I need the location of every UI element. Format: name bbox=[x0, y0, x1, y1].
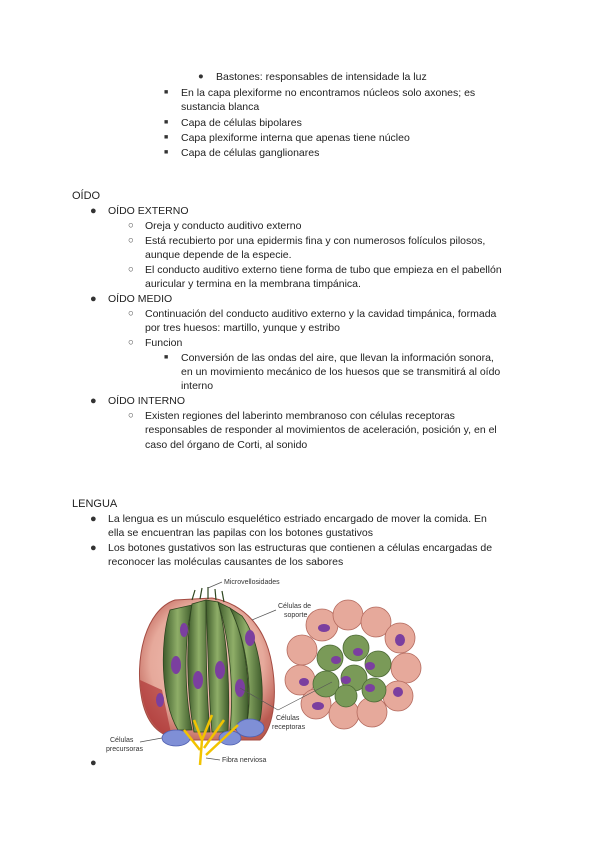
cell-nucleus bbox=[215, 661, 225, 679]
precursor-cell bbox=[236, 719, 264, 737]
bullet-circle-open: ○ bbox=[128, 235, 134, 246]
oido-interno-title: OÍDO INTERNO bbox=[108, 395, 186, 407]
cell-nucleus bbox=[318, 624, 330, 632]
cell-nucleus bbox=[365, 684, 375, 692]
oido-externo-line: auricular y termina en la membrana timpánica. bbox=[145, 278, 361, 290]
bullet-circle: ● bbox=[198, 71, 204, 82]
section-heading-oido: OÍDO bbox=[72, 190, 101, 202]
label-celulas-receptoras: receptoras bbox=[272, 724, 306, 731]
lengua-line: La lengua es un músculo esquelético estriado encargado de mover la comida. En bbox=[108, 513, 487, 525]
oido-externo-title: OÍDO EXTERNO bbox=[108, 205, 189, 217]
retina-layer-text: Capa de células ganglionares bbox=[181, 147, 320, 159]
taste-bud-cross-section bbox=[285, 600, 421, 729]
label-microvellosidades: Microvellosidades bbox=[224, 579, 280, 586]
section-heading-lengua: LENGUA bbox=[72, 498, 118, 510]
lengua-line: ella se encuentran las papilas con los botones gustativos bbox=[108, 527, 374, 539]
bullet-circle-open: ○ bbox=[128, 410, 134, 421]
bullet-circle-open: ○ bbox=[128, 220, 134, 231]
cell-nucleus bbox=[395, 634, 405, 646]
cell-nucleus bbox=[393, 687, 403, 697]
cell-nucleus bbox=[312, 702, 324, 710]
bullet-disc: ● bbox=[90, 293, 97, 305]
oido-medio-line: interno bbox=[181, 380, 214, 392]
oido-medio-line: Funcion bbox=[145, 337, 183, 349]
cell-nucleus bbox=[365, 662, 375, 670]
bullet-square: ■ bbox=[164, 89, 169, 96]
bullet-disc: ● bbox=[90, 542, 97, 554]
oido-externo-line: Oreja y conducto auditivo externo bbox=[145, 220, 302, 232]
oido-interno-line: Existen regiones del laberinto membranoso con células receptoras bbox=[145, 410, 455, 422]
oido-medio-line: por tres huesos: martillo, yunque y estribo bbox=[145, 322, 340, 334]
cell-nucleus bbox=[341, 676, 351, 684]
cell-nucleus bbox=[353, 648, 363, 656]
cell-nucleus bbox=[193, 671, 203, 689]
support-cell bbox=[391, 653, 421, 683]
taste-bud-figure bbox=[100, 570, 520, 770]
bullet-square: ■ bbox=[164, 134, 169, 141]
label-leader-line bbox=[208, 582, 222, 588]
label-celulas-soporte: soporte bbox=[284, 612, 308, 619]
label-celulas-precursoras: Células bbox=[110, 737, 134, 744]
oido-medio-title: OÍDO MEDIO bbox=[108, 293, 173, 305]
oido-medio-line: Continuación del conducto auditivo externo y la cavidad timpánica, formada bbox=[145, 308, 497, 320]
bullet-square: ■ bbox=[164, 354, 169, 361]
label-leader-line bbox=[206, 758, 220, 760]
cell-nucleus bbox=[299, 678, 309, 686]
oido-externo-line: aunque depende de la especie. bbox=[145, 249, 292, 261]
retina-rods-text: Bastones: responsables de intensidade la luz bbox=[216, 71, 427, 83]
cell-nucleus bbox=[171, 656, 181, 674]
label-leader-line bbox=[140, 738, 162, 742]
bullet-circle-open: ○ bbox=[128, 308, 134, 319]
bullet-square: ■ bbox=[164, 119, 169, 126]
lengua-line: Los botones gustativos son las estructuras que contienen a células encargadas de bbox=[108, 542, 493, 554]
label-celulas-soporte: Células de bbox=[278, 603, 312, 610]
bullet-circle-open: ○ bbox=[128, 337, 134, 348]
oido-interno-line: responsables de responder al movimientos de aceleración, posición y, en el bbox=[145, 424, 497, 436]
retina-layer-text: Capa plexiforme interna que apenas tiene núcleo bbox=[181, 132, 410, 144]
support-cell bbox=[287, 635, 317, 665]
retina-layer-text: En la capa plexiforme no encontramos núcleos solo axones; es bbox=[181, 87, 476, 99]
label-leader-line bbox=[252, 610, 276, 620]
cell-nucleus bbox=[180, 623, 188, 637]
label-celulas-receptoras: Células bbox=[276, 715, 300, 722]
bullet-square: ■ bbox=[164, 149, 169, 156]
bullet-disc: ● bbox=[90, 205, 97, 217]
bullet-disc: ● bbox=[90, 513, 97, 525]
retina-layer-text: Capa de células bipolares bbox=[181, 117, 302, 129]
oido-interno-line: caso del órgano de Corti, al sonido bbox=[145, 439, 308, 451]
cell-nucleus bbox=[156, 693, 164, 707]
cell-nucleus bbox=[245, 630, 255, 646]
bullet-disc-empty: ● bbox=[90, 757, 97, 769]
label-celulas-precursoras: precursoras bbox=[106, 746, 143, 753]
label-fibra-nerviosa: Fibra nerviosa bbox=[222, 757, 267, 764]
bullet-disc: ● bbox=[90, 395, 97, 407]
receptor-cell bbox=[335, 685, 357, 707]
oido-medio-line: Conversión de las ondas del aire, que llevan la información sonora, bbox=[181, 352, 494, 364]
oido-externo-line: Está recubierto por una epidermis fina y con numerosos folículos pilosos, bbox=[145, 235, 486, 247]
support-cell bbox=[333, 600, 363, 630]
oido-externo-line: El conducto auditivo externo tiene forma de tubo que empieza en el pabellón bbox=[145, 264, 502, 276]
oido-medio-line: en un movimiento mecánico de los huesos que se transmitirá al oído bbox=[181, 366, 501, 378]
lengua-line: reconocer las moléculas causantes de los sabores bbox=[108, 556, 344, 568]
cell-nucleus bbox=[331, 656, 341, 664]
bullet-circle-open: ○ bbox=[128, 264, 134, 275]
retina-layer-text: sustancia blanca bbox=[181, 101, 260, 113]
receptor-cell bbox=[343, 635, 369, 661]
